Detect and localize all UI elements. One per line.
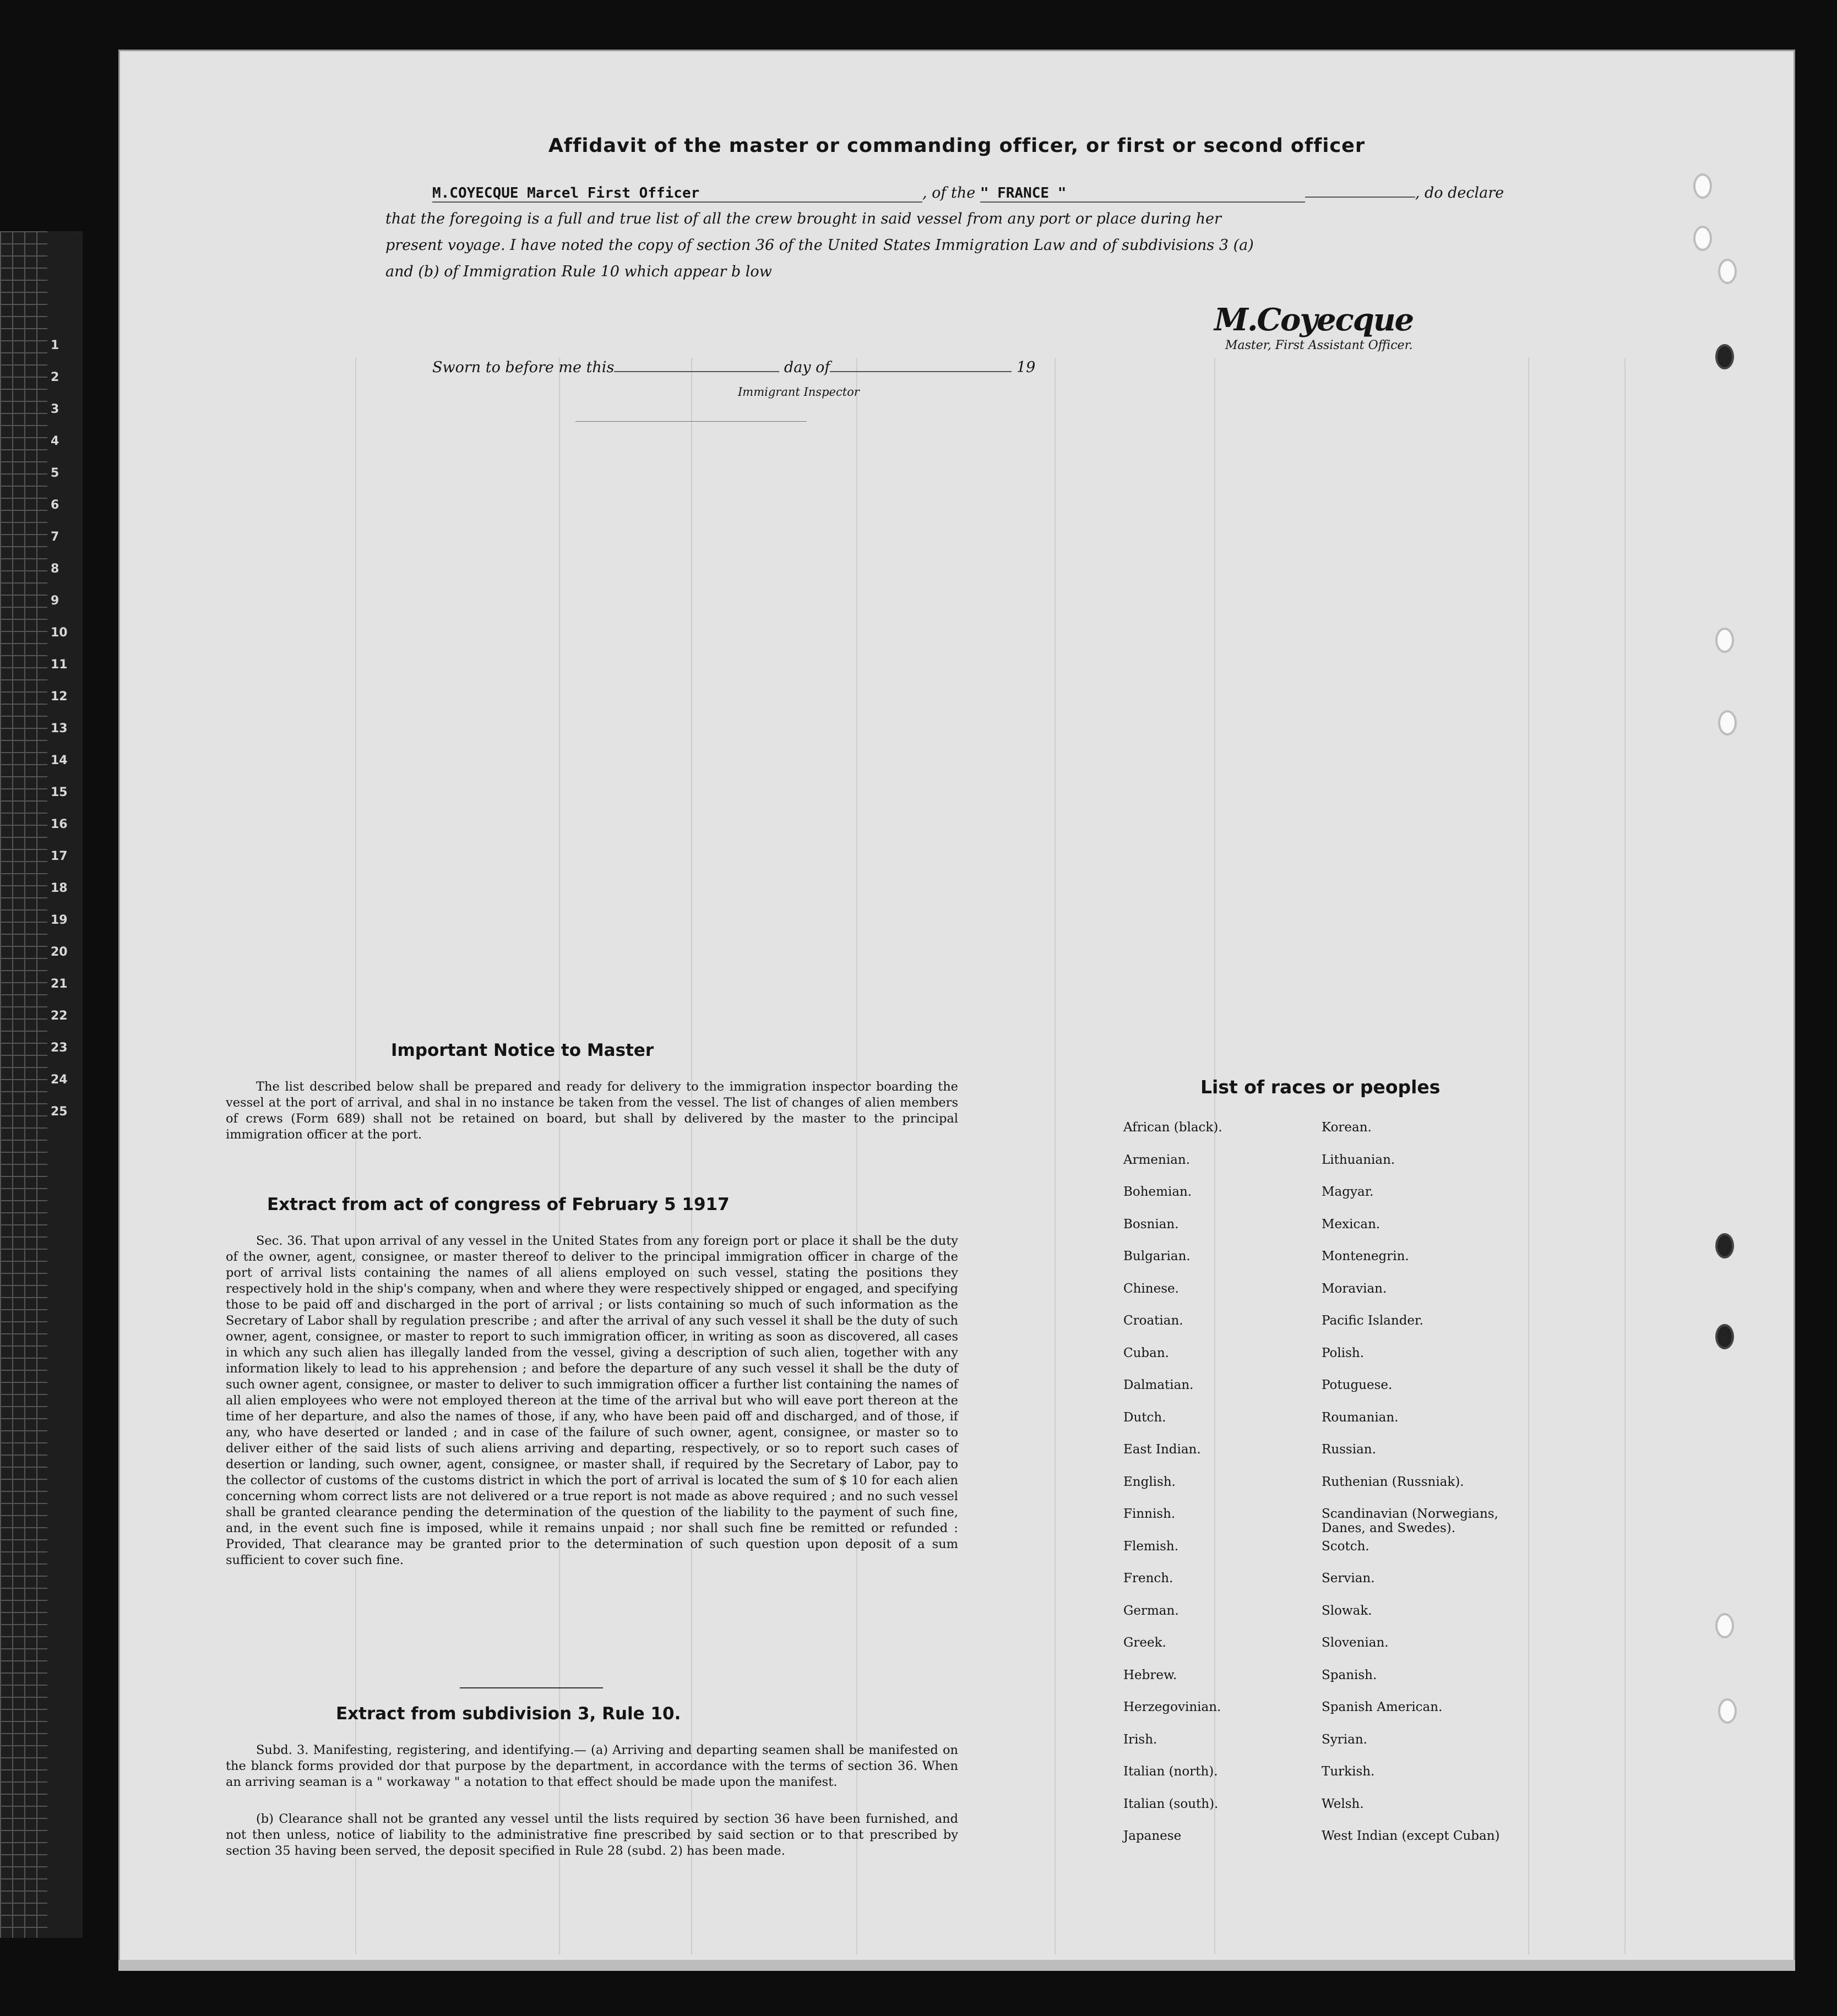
binder-hole: [1715, 628, 1734, 653]
row-number: 22: [51, 1009, 68, 1023]
bleed-through-line: [1624, 358, 1626, 1954]
row-number: 10: [51, 626, 68, 640]
binder-hole: [1718, 710, 1737, 735]
row-number: 16: [51, 818, 68, 831]
officer-signature: M.Coyecque: [1214, 302, 1414, 338]
notice-text: The list described below shall be prepared and ready for delivery to the immigration inspector boarding the vessel at the port of arrival, and shal in no instance be taken from the vessel. The list of changes of alien members of crews (Form 689) shall not be retained on board, but shall by delivered by the master to the principal immigration officer at the port.: [226, 1080, 958, 1142]
race-item: Polish.: [1322, 1345, 1365, 1360]
binder-hole: [1718, 259, 1737, 284]
race-item: Montenegrin.: [1322, 1249, 1409, 1263]
races-heading: List of races or peoples: [1200, 1076, 1441, 1098]
race-item: West Indian (except Cuban): [1322, 1829, 1500, 1843]
race-item: Russian.: [1322, 1442, 1376, 1457]
row-number: 5: [51, 466, 59, 480]
race-item: Dutch.: [1123, 1410, 1166, 1425]
section-36-text: Sec. 36. That upon arrival of any vessel in the United States from any foreign port or place it shall be the duty of the owner, agent, consignee, or master thereof to deliver to the principal immigration officer in charge of the port of arrival lists containing the names of all aliens employed on such vessel, stating the positions they respectively hold in the ship's company, when and where they were respectively shipped or engaged, and specifying those to be paid off and discharged in the port of arrival ; or lists containing so much of such information as the Secretary of Labor shall by regulation prescribe ; and after the arrival of any such vessel it shall be the duty of such owner, agent, consignee, or master to report to such immigration officer, in writing as soon as discovered, all cases in which any such alien has illegally landed from the vessel, giving a description of such alien, together with any information likely to lead to his apprehension ; and before the departure of any such vessel it shall be the duty of such owner agent, consignee, or master to deliver to such immigration officer a further list containing the names of all alien employees who were not employed thereon at the time of the arrival but who will eave port thereon at the time of her departure, and also the names of those, if any, who have been paid off and discharged, and of those, if any, who have deserted or landed ; and in case of the failure of such owner, agent, consignee, or master so to deliver either of the said lists of such aliens arriving and departing, respectively, or so to report such cases of desertion or landing, such owner, agent, consignee, or master shall, if required by the Secretary of Labor, pay to the collector of customs of the customs district in which the port of arrival is located the sum of $ 10 for each alien concerning whom correct lists are not delivered or a true report is not made as above required ; and no such vessel shall be granted clearance pending the determination of the question of the liability to the payment of such fine, and, in the event such fine is imposed, while it remains unpaid ; nor shall such fine be remitted or refunded : Provided, That clearance may be granted prior to the determination of such question upon deposit of a sum sufficient to cover such fine.: [226, 1234, 958, 1567]
row-number: 14: [51, 754, 68, 767]
race-item: African (black).: [1123, 1120, 1222, 1135]
inspector-label: Immigrant Inspector: [738, 385, 860, 399]
ruler-grid: [0, 231, 47, 1938]
race-item: Finnish.: [1123, 1507, 1176, 1521]
rule-extract-heading: Extract from subdivision 3, Rule 10.: [336, 1704, 681, 1724]
affidavit-heading: Affidavit of the master or commanding officer, or first or second officer: [548, 135, 1366, 157]
binder-hole: [1693, 173, 1712, 199]
row-number: 23: [51, 1041, 68, 1055]
day-of-label: day of: [784, 359, 830, 376]
race-item: Korean.: [1322, 1120, 1372, 1135]
officer-caption: Master, First Assistant Officer.: [1225, 339, 1413, 352]
race-item: Spanish.: [1322, 1668, 1377, 1682]
binder-hole: [1693, 226, 1712, 251]
row-number: 17: [51, 849, 68, 863]
row-number: 8: [51, 562, 59, 576]
binder-hole: [1715, 1613, 1734, 1638]
row-number: 12: [51, 690, 68, 704]
race-item: Hebrew.: [1123, 1668, 1177, 1682]
subdivision-3b-text: (b) Clearance shall not be granted any vessel until the lists required by section 36 have been furnished, and not then unless, notice of liability to the administrative fine prescribed by said section or to that prescribed by section 35 having been served, the deposit specified in Rule 28 (subd. 2) has been made.: [226, 1812, 958, 1858]
row-number: 21: [51, 977, 68, 991]
row-number: 4: [51, 434, 59, 448]
do-declare-label: , do declare: [1415, 184, 1504, 201]
row-number: 19: [51, 913, 68, 927]
race-item: Pacific Islander.: [1322, 1314, 1423, 1328]
race-item: Scandinavian (Norwegians, Danes, and Swedes).: [1322, 1507, 1498, 1535]
race-item: Chinese.: [1123, 1281, 1179, 1296]
race-item: Syrian.: [1322, 1732, 1367, 1747]
bleed-through-line: [1055, 358, 1056, 1954]
row-number: 24: [51, 1073, 68, 1087]
sworn-label: Sworn to before me this: [432, 359, 615, 376]
race-item: German.: [1123, 1603, 1179, 1618]
section-divider: [460, 1687, 603, 1688]
affidavit-line-4: and (b) of Immigration Rule 10 which appear b low: [385, 263, 772, 280]
race-item: Lithuanian.: [1322, 1152, 1395, 1167]
row-number: 3: [51, 402, 59, 416]
affidavit-line-1: [432, 184, 1504, 203]
race-item: Spanish American.: [1322, 1700, 1443, 1714]
binder-hole: [1718, 1698, 1737, 1724]
vessel-name-field: " FRANCE ": [980, 185, 1305, 203]
inspector-signature-line: [575, 421, 807, 422]
row-number: 18: [51, 881, 68, 895]
year-label: 19: [1016, 359, 1036, 376]
race-item: Italian (north).: [1123, 1764, 1218, 1779]
race-item: Turkish.: [1322, 1764, 1375, 1779]
race-item: Croatian.: [1123, 1314, 1183, 1328]
row-number: 13: [51, 722, 68, 735]
race-item: Scotch.: [1322, 1539, 1369, 1554]
race-item: Irish.: [1123, 1732, 1157, 1747]
row-number: 25: [51, 1105, 68, 1119]
bleed-through-line: [1528, 358, 1529, 1954]
race-item: Italian (south).: [1123, 1796, 1219, 1811]
race-item: Mexican.: [1322, 1217, 1381, 1232]
binder-hole: [1715, 344, 1734, 369]
row-number: 15: [51, 786, 68, 799]
race-item: Magyar.: [1322, 1185, 1374, 1199]
bleed-through-line: [856, 358, 857, 1954]
race-item: Bohemian.: [1123, 1185, 1192, 1199]
subdivision-3a-text: Subd. 3. Manifesting, registering, and identifying.— (a) Arriving and departing seamen shall be manifested on the blanck forms provided dor that purpose by the department, in accordance with the terms of section 36. When an arriving seaman is a " workaway " a notation to that effect should be made upon the manifest.: [226, 1743, 958, 1789]
row-number-strip: [0, 231, 83, 1938]
notice-heading: Important Notice to Master: [391, 1040, 654, 1060]
race-item: English.: [1123, 1474, 1176, 1489]
row-number: 7: [51, 530, 59, 544]
binder-hole: [1715, 1233, 1734, 1258]
affidavit-line-3: present voyage. I have noted the copy of section 36 of the United States Immigration Law and of subdivisions 3 (a): [385, 237, 1254, 254]
race-item: Servian.: [1322, 1571, 1375, 1585]
officer-name-field: M.COYECQUE Marcel First Officer: [432, 185, 922, 203]
binder-hole: [1715, 1324, 1734, 1349]
race-item: Flemish.: [1123, 1539, 1179, 1554]
race-item: Cuban.: [1123, 1345, 1169, 1360]
race-item: Roumanian.: [1322, 1410, 1399, 1425]
race-item: Ruthenian (Russniak).: [1322, 1474, 1464, 1489]
of-the-label: , of the: [922, 184, 976, 201]
bleed-through-line: [1214, 358, 1215, 1954]
manifest-page: [118, 50, 1795, 1971]
race-item: Welsh.: [1322, 1796, 1364, 1811]
race-item: Moravian.: [1322, 1281, 1387, 1296]
row-number: 11: [51, 658, 68, 672]
race-item: East Indian.: [1123, 1442, 1201, 1457]
sworn-line: [432, 359, 1035, 376]
race-item: Bulgarian.: [1123, 1249, 1191, 1263]
race-item: Greek.: [1123, 1636, 1166, 1650]
affidavit-line-2: that the foregoing is a full and true list of all the crew brought in said vessel from any port or place during her: [385, 210, 1221, 227]
act-extract-heading: Extract from act of congress of February 5 1917: [267, 1195, 730, 1214]
race-item: Bosnian.: [1123, 1217, 1179, 1232]
row-number: 1: [51, 339, 59, 352]
race-item: Japanese: [1123, 1829, 1182, 1843]
row-number: 9: [51, 594, 59, 608]
race-item: Herzegovinian.: [1123, 1700, 1221, 1714]
race-item: Dalmatian.: [1123, 1378, 1194, 1392]
race-item: Slowak.: [1322, 1603, 1372, 1618]
bleed-through-line: [691, 358, 692, 1954]
race-item: Armenian.: [1123, 1152, 1191, 1167]
race-item: Potuguese.: [1322, 1378, 1393, 1392]
row-number: 2: [51, 370, 59, 384]
race-item: French.: [1123, 1571, 1173, 1585]
race-item: Slovenian.: [1322, 1636, 1389, 1650]
row-number: 20: [51, 945, 68, 959]
row-number: 6: [51, 498, 59, 512]
page-bottom-edge: [118, 1960, 1795, 1971]
